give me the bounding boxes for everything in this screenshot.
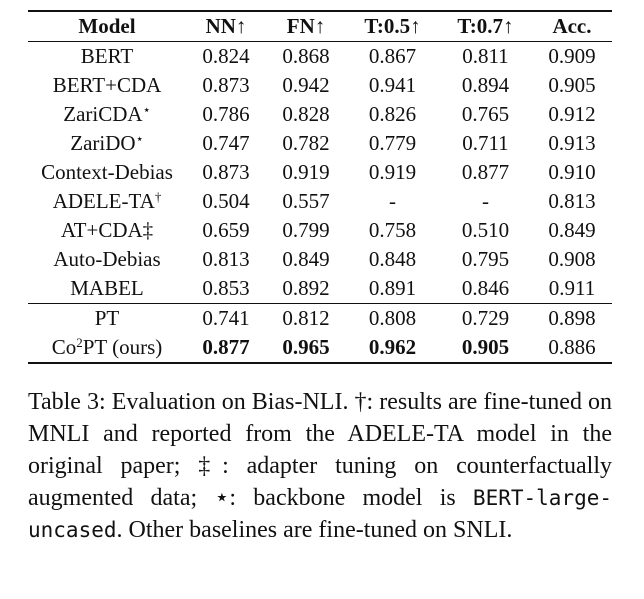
model-name-text: ADELE-TA xyxy=(52,189,155,213)
value-cell: 0.711 xyxy=(462,131,509,155)
value-cell: 0.898 xyxy=(548,306,596,330)
table-header-row xyxy=(28,11,612,42)
header-t05: T:0.5↑ xyxy=(364,14,421,38)
model-name xyxy=(28,245,186,274)
value-cell: 0.894 xyxy=(461,73,510,97)
value-cell: 0.828 xyxy=(282,102,330,126)
model-name-text: Context-Debias xyxy=(41,160,173,184)
value-cell: 0.782 xyxy=(282,131,330,155)
value-cell: 0.919 xyxy=(368,160,417,184)
value-cell: 0.919 xyxy=(282,160,330,184)
value-cell: 0.912 xyxy=(548,102,596,126)
model-name-suffix: PT (ours) xyxy=(82,335,163,359)
footnote-mark: † xyxy=(154,189,162,204)
value-cell: 0.853 xyxy=(186,274,266,304)
value-cell: 0.811 xyxy=(462,44,509,68)
value-cell: 0.868 xyxy=(282,44,330,68)
header-acc: Acc. xyxy=(552,14,592,38)
model-name-text: MABEL xyxy=(70,276,144,300)
model-name xyxy=(28,274,186,304)
value-cell: 0.909 xyxy=(548,44,596,68)
value-cell: 0.886 xyxy=(532,333,612,363)
caption-code: BERT-large-uncased xyxy=(28,486,612,542)
value-cell: 0.913 xyxy=(548,131,596,155)
table-row xyxy=(28,100,612,129)
value-cell: 0.808 xyxy=(368,306,417,330)
table-row xyxy=(28,158,612,187)
value-cell: 0.941 xyxy=(368,73,417,97)
value-cell: 0.848 xyxy=(368,247,417,271)
header-fn: FN↑ xyxy=(286,14,326,38)
value-cell: 0.812 xyxy=(282,306,330,330)
value-cell: 0.813 xyxy=(202,247,250,271)
header-nn: NN↑ xyxy=(205,14,247,38)
caption-text-1: Table 3: Evaluation on Bias-NLI. †: results are fine-tuned on MNLI and reported from the ADELE-TA model in the original paper; ‡: adapter tuning on counterfactually augmented data; ⋆: backbone model is xyxy=(28,389,612,511)
model-name-text: Auto-Debias xyxy=(53,247,161,271)
model-name xyxy=(28,216,186,245)
model-name xyxy=(28,71,186,100)
value-cell-best: 0.962 xyxy=(346,333,439,363)
value-cell-best: 0.965 xyxy=(266,333,346,363)
value-cell: 0.557 xyxy=(282,189,330,213)
table-caption xyxy=(28,386,612,546)
table-row-co2pt xyxy=(28,333,612,363)
value-cell: 0.905 xyxy=(548,73,596,97)
value-cell: 0.877 xyxy=(461,160,510,184)
value-cell: 0.846 xyxy=(439,274,532,304)
model-name xyxy=(28,42,186,72)
header-t07: T:0.7↑ xyxy=(457,14,514,38)
value-cell: 0.911 xyxy=(532,274,612,304)
value-cell-best: 0.905 xyxy=(439,333,532,363)
value-cell: 0.867 xyxy=(368,44,417,68)
value-cell: 0.758 xyxy=(368,218,417,242)
value-cell: - xyxy=(481,189,489,213)
value-cell-best: 0.877 xyxy=(186,333,266,363)
model-name-text: AT+CDA‡ xyxy=(60,218,154,242)
model-name xyxy=(28,333,186,363)
table-row xyxy=(28,42,612,72)
value-cell: 0.729 xyxy=(461,306,510,330)
table-row xyxy=(28,216,612,245)
value-cell: 0.892 xyxy=(266,274,346,304)
value-cell: 0.824 xyxy=(202,44,250,68)
table-row xyxy=(28,274,612,304)
model-name-text: BERT+CDA xyxy=(52,73,162,97)
bias-nli-results-table xyxy=(28,10,612,364)
model-name-text: BERT xyxy=(80,44,134,68)
footnote-mark: ⋆ xyxy=(142,102,151,117)
value-cell: 0.849 xyxy=(548,218,596,242)
baseline-rows xyxy=(28,42,612,304)
model-name xyxy=(28,129,186,158)
model-name-superscript: 2 xyxy=(76,335,83,350)
value-cell: - xyxy=(388,189,396,213)
model-name: PT xyxy=(94,306,120,330)
value-cell: 0.786 xyxy=(202,102,250,126)
model-name xyxy=(28,187,186,216)
value-cell: 0.849 xyxy=(282,247,330,271)
value-cell: 0.765 xyxy=(461,102,510,126)
model-name xyxy=(28,158,186,187)
value-cell: 0.908 xyxy=(548,247,596,271)
value-cell: 0.799 xyxy=(282,218,330,242)
value-cell: 0.795 xyxy=(461,247,510,271)
value-cell: 0.659 xyxy=(202,218,250,242)
caption-text-2: . Other baselines are fine-tuned on SNLI. xyxy=(116,517,513,543)
value-cell: 0.510 xyxy=(461,218,510,242)
table-row xyxy=(28,129,612,158)
value-cell: 0.942 xyxy=(282,73,330,97)
value-cell: 0.747 xyxy=(202,131,250,155)
prompt-tuning-rows xyxy=(28,304,612,364)
value-cell: 0.741 xyxy=(202,306,250,330)
value-cell: 0.891 xyxy=(346,274,439,304)
table-row xyxy=(28,187,612,216)
table-row xyxy=(28,245,612,274)
model-name-text: ZariDO xyxy=(70,131,136,155)
value-cell: 0.779 xyxy=(368,131,417,155)
value-cell: 0.504 xyxy=(202,189,250,213)
model-name xyxy=(28,100,186,129)
model-name-text: ZariCDA xyxy=(63,102,143,126)
value-cell: 0.910 xyxy=(548,160,596,184)
value-cell: 0.826 xyxy=(368,102,417,126)
value-cell: 0.873 xyxy=(202,160,250,184)
header-model: Model xyxy=(78,14,136,38)
footnote-mark: ⋆ xyxy=(135,131,144,146)
value-cell: 0.813 xyxy=(548,189,596,213)
value-cell: 0.873 xyxy=(202,73,250,97)
model-name-prefix: Co xyxy=(51,335,77,359)
table-row xyxy=(28,71,612,100)
table-row-pt xyxy=(28,304,612,334)
